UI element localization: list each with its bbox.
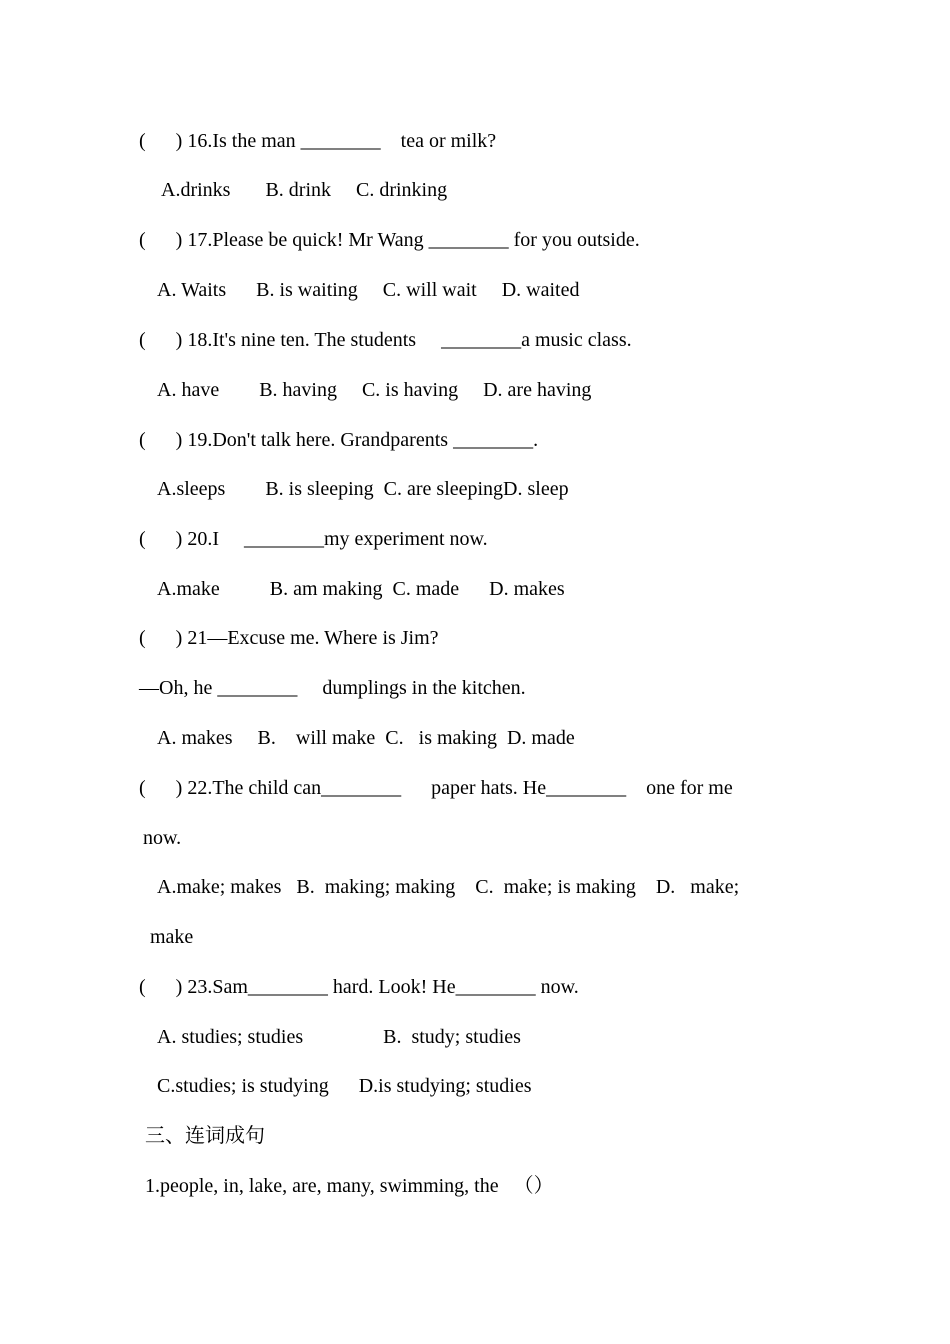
options-23-row1: A. studies; studies B. study; studies <box>157 1026 521 1048</box>
question-21: ( ) 21—Excuse me. Where is Jim? <box>139 627 439 649</box>
question-23: ( ) 23.Sam________ hard. Look! He________ now. <box>139 976 579 998</box>
question-21-reply: —Oh, he ________ dumplings in the kitchen. <box>139 677 526 699</box>
options-16: A.drinks B. drink C. drinking <box>161 179 448 201</box>
sentence-1: 1.people, in, lake, are, many, swimming, the （） <box>145 1175 554 1197</box>
question-22: ( ) 22.The child can________ paper hats. He________ one for me <box>139 777 733 799</box>
options-21: A. makes B. will make C. is making D. made <box>157 727 575 749</box>
question-16: ( ) 16.Is the man ________ tea or milk? <box>139 130 497 152</box>
options-19: A.sleeps B. is sleeping C. are sleepingD. sleep <box>157 478 569 500</box>
question-17: ( ) 17.Please be quick! Mr Wang ________ for you outside. <box>139 229 640 251</box>
options-23-row2: C.studies; is studying D.is studying; studies <box>157 1075 532 1097</box>
options-18: A. have B. having C. is having D. are having <box>157 379 592 401</box>
section-heading: 三、连词成句 <box>145 1125 265 1147</box>
question-22-cont: now. <box>143 827 182 849</box>
options-17: A. Waits B. is waiting C. will wait D. waited <box>157 279 580 301</box>
options-20: A.make B. am making C. made D. makes <box>157 578 565 600</box>
question-18: ( ) 18.It's nine ten. The students ________a music class. <box>139 329 632 351</box>
options-22-cont: make <box>150 926 194 948</box>
question-20: ( ) 20.I ________my experiment now. <box>139 528 488 550</box>
options-22: A.make; makes B. making; making C. make; is making D. make; <box>157 876 740 898</box>
question-19: ( ) 19.Don't talk here. Grandparents ________. <box>139 429 539 451</box>
